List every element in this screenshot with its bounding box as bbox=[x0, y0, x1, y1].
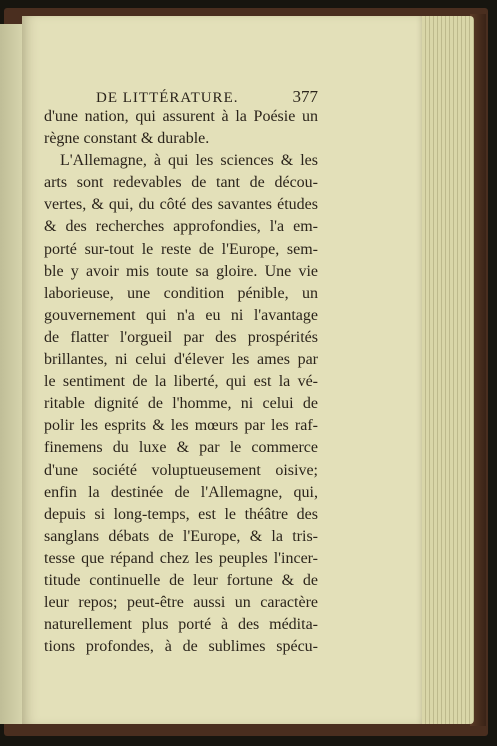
text-line: laborieuse, une condition pénible, un bbox=[44, 284, 318, 302]
text-line: ritable dignité de l'homme, ni celui de bbox=[44, 395, 318, 413]
text-line: de flatter l'orgueil par des prospérités bbox=[44, 328, 318, 346]
text-line: d'une nation, qui assurent à la Poésie un bbox=[44, 108, 318, 125]
text-line: polir les esprits & les mœurs par les raf- bbox=[44, 417, 318, 435]
text-line: porté sur-tout le reste de l'Europe, sem- bbox=[44, 240, 318, 258]
text-line: arts sont redevables de tant de décou- bbox=[44, 174, 318, 192]
text-line: gouvernement qui n'a eu ni l'avantage bbox=[44, 306, 318, 324]
text-line: sanglans débats de l'Europe, & la tris- bbox=[44, 527, 318, 545]
facing-page-edge bbox=[0, 24, 24, 724]
text-line: finemens du luxe & par le commerce bbox=[44, 439, 318, 457]
text-line: L'Allemagne, à qui les sciences & les bbox=[60, 152, 318, 170]
text-line: titude continuelle de leur fortune & de bbox=[44, 571, 318, 589]
text-line: tions profondes, à de sublimes spécu- bbox=[44, 638, 318, 656]
text-line: le sentiment de la liberté, qui est la vé- bbox=[44, 373, 318, 391]
text-line: depuis si long-temps, est le théâtre des bbox=[44, 505, 318, 523]
text-line: leur repos; peut-être aussi un caractère bbox=[44, 594, 318, 612]
body-text bbox=[44, 106, 318, 658]
running-title: DE LITTÉRATURE. bbox=[96, 90, 239, 106]
text-line: vertes, & qui, du côté des savantes études bbox=[44, 196, 318, 214]
page-edges bbox=[414, 16, 474, 724]
text-line: brillantes, ni celui d'élever les ames par bbox=[44, 351, 318, 369]
text-line: naturellement plus porté à des médita- bbox=[44, 616, 318, 634]
text-line: tesse que répand chez les peuples l'incer- bbox=[44, 549, 318, 567]
page-number: 377 bbox=[292, 87, 318, 106]
text-line: règne constant & durable. bbox=[44, 130, 210, 148]
text-line: enfin la destinée de l'Allemagne, qui, bbox=[44, 483, 318, 501]
text-line: ble y avoir mis toute sa gloire. Une vie bbox=[44, 262, 318, 280]
text-line: & des recherches approfondies, l'a em- bbox=[44, 218, 318, 236]
text-line: d'une société voluptueusement oisive; bbox=[44, 461, 318, 479]
